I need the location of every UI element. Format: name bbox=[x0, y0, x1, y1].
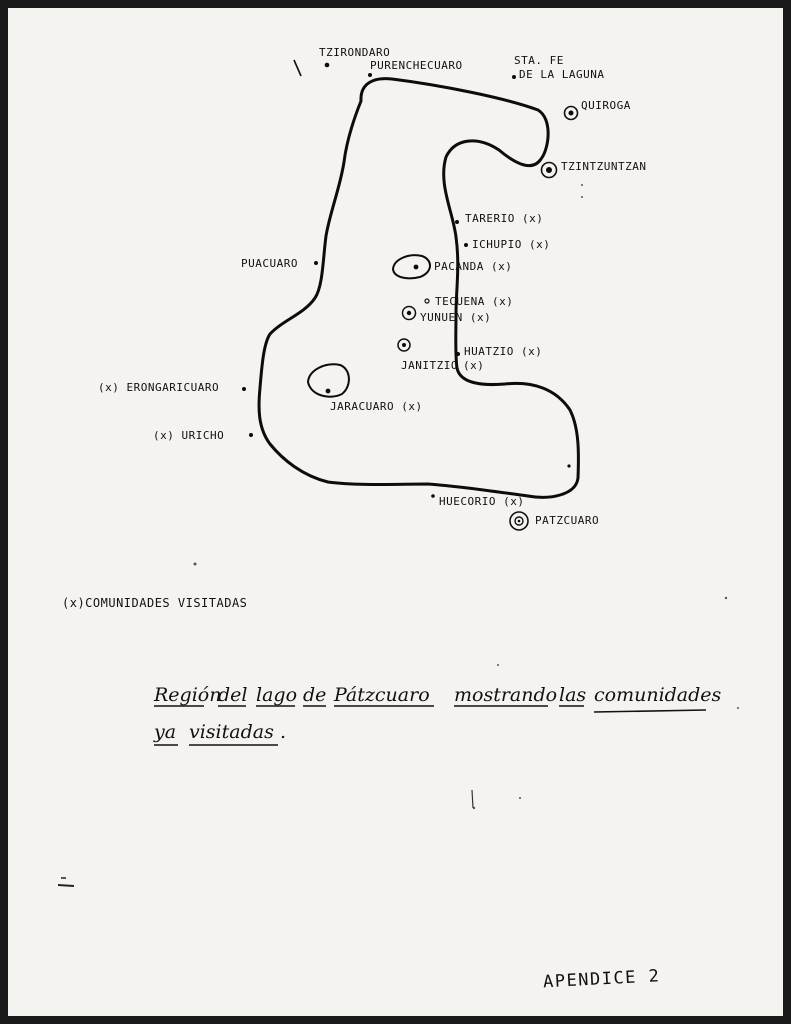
caption-word-mostrando: mostrando bbox=[454, 684, 558, 706]
caption-word-del: del bbox=[218, 684, 248, 706]
shore-dot bbox=[567, 464, 570, 467]
label-ichupio: ICHUPIO (x) bbox=[472, 238, 551, 251]
tarerio-dot bbox=[455, 220, 459, 224]
sta-fe-dot bbox=[512, 75, 516, 79]
label-uricho: (x) URICHO bbox=[153, 429, 225, 442]
pacanda-dot bbox=[414, 265, 419, 270]
place-labels bbox=[98, 46, 646, 527]
caption-word-region: Región bbox=[154, 684, 222, 706]
label-tarerio: TARERIO (x) bbox=[465, 212, 544, 225]
label-tzintzuntzan: TZINTZUNTZAN bbox=[561, 160, 647, 173]
scanned-page bbox=[8, 8, 783, 1016]
quiroga-marker bbox=[565, 107, 578, 120]
label-sta-fe-line2: DE LA LAGUNA bbox=[519, 68, 605, 81]
appendix-label: APENDICE 2 bbox=[542, 966, 661, 993]
jaracuaro-dot bbox=[326, 389, 331, 394]
label-yunuen: YUNUEN (x) bbox=[420, 311, 492, 324]
label-huatzio-line1: HUATZIO (x) bbox=[464, 345, 543, 358]
erongaricuaro-dot bbox=[242, 387, 246, 391]
label-quiroga: QUIROGA bbox=[581, 99, 631, 112]
ichupio-dot bbox=[464, 243, 468, 247]
caption-word-comunidades: comunidades bbox=[594, 684, 722, 706]
label-janitzio: JANITZIO bbox=[401, 359, 458, 372]
scan-specks bbox=[58, 60, 739, 886]
label-tzirondaro: TZIRONDARO bbox=[319, 46, 391, 59]
label-sta-fe-line1: STA. FE bbox=[514, 54, 564, 67]
label-huatzio-line2: (x) bbox=[463, 359, 485, 372]
pacanda-island bbox=[393, 255, 430, 278]
tzintzuntzan-marker bbox=[542, 163, 557, 178]
caption-word-patzcuaro: Pátzcuaro bbox=[334, 684, 430, 706]
label-patzcuaro: PATZCUARO bbox=[535, 514, 600, 527]
huatzio-dot bbox=[456, 352, 460, 356]
lake-patzcuaro-map bbox=[8, 8, 783, 1016]
caption-period: . bbox=[280, 721, 287, 743]
legend-visited-communities: (x)COMUNIDADES VISITADAS bbox=[62, 596, 248, 610]
label-puacuaro: PUACUARO bbox=[241, 257, 298, 270]
janitzio-marker bbox=[398, 339, 410, 351]
lake-shoreline bbox=[259, 79, 578, 498]
tzirondaro-dot bbox=[325, 63, 330, 68]
caption-word-lago: lago bbox=[256, 684, 298, 706]
caption bbox=[153, 684, 722, 745]
caption-word-las: las bbox=[559, 684, 587, 706]
purenchecuaro-dot bbox=[368, 73, 372, 77]
huecorio-dot bbox=[431, 494, 435, 498]
label-erongaricuaro: (x) ERONGARICUARO bbox=[98, 381, 220, 394]
caption-word-visitadas: visitadas bbox=[189, 721, 274, 743]
label-tecuena: TECUENA (x) bbox=[435, 295, 514, 308]
caption-word-de: de bbox=[303, 684, 327, 706]
label-jaracuaro: JARACUARO (x) bbox=[330, 400, 423, 413]
label-pacanda: PACANDA (x) bbox=[434, 260, 513, 273]
puacuaro-dot bbox=[314, 261, 318, 265]
yunuen-marker bbox=[403, 307, 416, 320]
label-purenchecuaro: PURENCHECUARO bbox=[370, 59, 463, 72]
patzcuaro-marker bbox=[510, 512, 528, 530]
tecuena-dot bbox=[425, 299, 429, 303]
uricho-dot bbox=[249, 433, 253, 437]
label-huecorio: HUECORIO (x) bbox=[439, 495, 525, 508]
caption-word-ya: ya bbox=[154, 721, 177, 743]
